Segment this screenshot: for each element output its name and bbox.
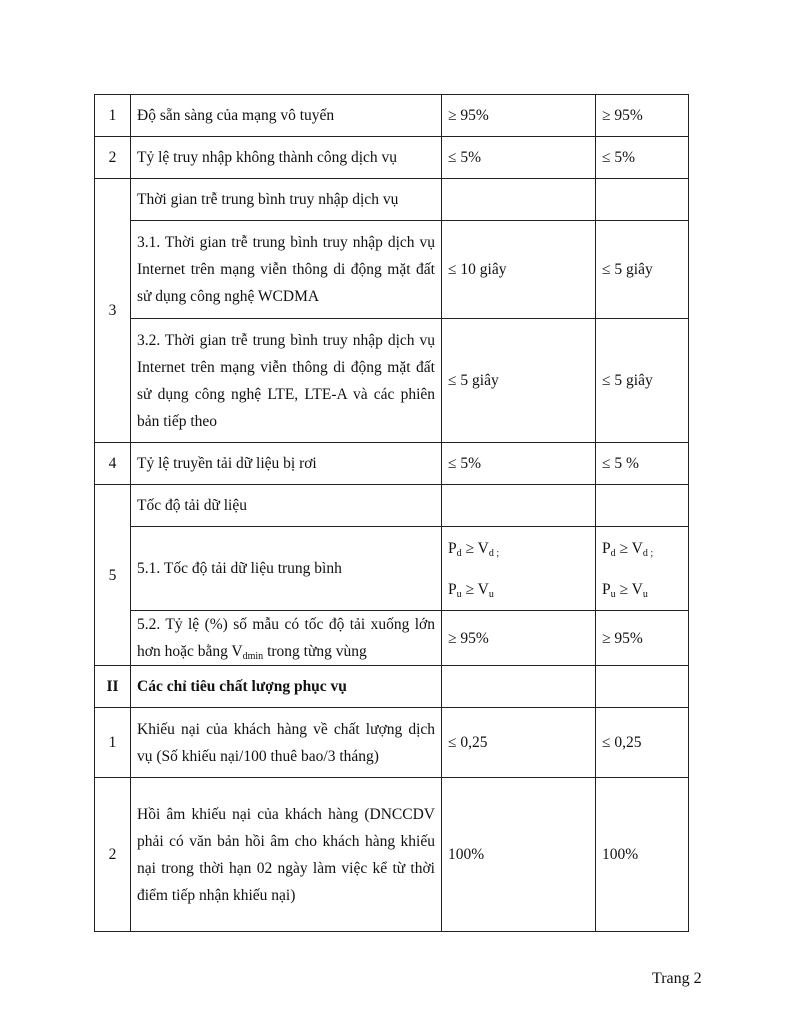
- row-number: 2: [95, 778, 131, 932]
- table-row: [95, 778, 689, 932]
- indicator-name: Tỷ lệ truy nhập không thành công dịch vụ: [131, 137, 442, 179]
- indicator-name: 3.1. Thời gian trễ trung bình truy nhập dịch vụ Internet trên mạng viễn thông di động mặt đất sử dụng công nghệ WCDMA: [131, 221, 442, 319]
- indicator-name: 3.2. Thời gian trễ trung bình truy nhập dịch vụ Internet trên mạng viễn thông di động mặt đất sử dụng công nghệ LTE, LTE-A và các phiên bản tiếp theo: [131, 319, 442, 443]
- table-row: [95, 611, 689, 666]
- row-number: 1: [95, 95, 131, 137]
- speed-formula: $P_d \ge V_d$ $_;$ $P_u \ge V_u$: [442, 527, 596, 611]
- row-number: 4: [95, 443, 131, 485]
- indicator-name: Khiếu nại của khách hàng về chất lượng dịch vụ (Số khiếu nại/100 thuê bao/3 tháng): [131, 708, 442, 778]
- table-row: [95, 485, 689, 527]
- section-title: Các chỉ tiêu chất lượng phục vụ: [131, 666, 442, 708]
- table-row: [95, 708, 689, 778]
- target-value: 100%: [596, 778, 689, 932]
- page-number: Trang 2: [652, 970, 702, 987]
- section-number: II: [95, 666, 131, 708]
- indicator-name: 5.1. Tốc độ tải dữ liệu trung bình: [131, 527, 442, 611]
- section-heading-row: [95, 666, 689, 708]
- indicator-name: Hồi âm khiếu nại của khách hàng (DNCCDV phải có văn bản hồi âm cho khách hàng khiếu nại trong thời hạn 02 ngày làm việc kể từ thời điểm tiếp nhận khiếu nại): [131, 778, 442, 932]
- target-value: ≤ 5 giây: [596, 221, 689, 319]
- indicator-name: Độ sẵn sàng của mạng vô tuyến: [131, 95, 442, 137]
- target-value: ≥ 95%: [596, 611, 689, 666]
- table-row: [95, 179, 689, 221]
- table-row: [95, 319, 689, 443]
- indicator-name: Thời gian trễ trung bình truy nhập dịch vụ: [131, 179, 442, 221]
- indicator-name: 5.2. Tỷ lệ (%) số mẫu có tốc độ tải xuống lớn hơn hoặc bằng $V_{dmin}$ trong từng vùng: [131, 611, 442, 666]
- target-value: ≤ 5 giây: [596, 319, 689, 443]
- row-number: 2: [95, 137, 131, 179]
- target-value: ≤ 0,25: [596, 708, 689, 778]
- table-row: [95, 527, 689, 611]
- target-value: 100%: [442, 778, 596, 932]
- row-number: 1: [95, 708, 131, 778]
- target-value: ≥ 95%: [442, 611, 596, 666]
- row-number: 3: [95, 179, 131, 443]
- table-row: [95, 443, 689, 485]
- target-value: ≤ 5%: [442, 443, 596, 485]
- target-value: ≤ 10 giây: [442, 221, 596, 319]
- table-row: [95, 221, 689, 319]
- target-value: ≥ 95%: [596, 95, 689, 137]
- indicator-name: Tỷ lệ truyền tải dữ liệu bị rơi: [131, 443, 442, 485]
- speed-formula: $P_d \ge V_d$ $_;$ $P_u \ge V_u$: [596, 527, 689, 611]
- quality-indicators-table: [94, 94, 689, 932]
- target-value: ≤ 5%: [442, 137, 596, 179]
- table-row: [95, 137, 689, 179]
- target-value: ≤ 5 giây: [442, 319, 596, 443]
- row-number: 5: [95, 485, 131, 666]
- target-value: ≤ 0,25: [442, 708, 596, 778]
- target-value: ≤ 5%: [596, 137, 689, 179]
- indicator-name: Tốc độ tải dữ liệu: [131, 485, 442, 527]
- target-value: ≤ 5 %: [596, 443, 689, 485]
- table-row: [95, 95, 689, 137]
- target-value: ≥ 95%: [442, 95, 596, 137]
